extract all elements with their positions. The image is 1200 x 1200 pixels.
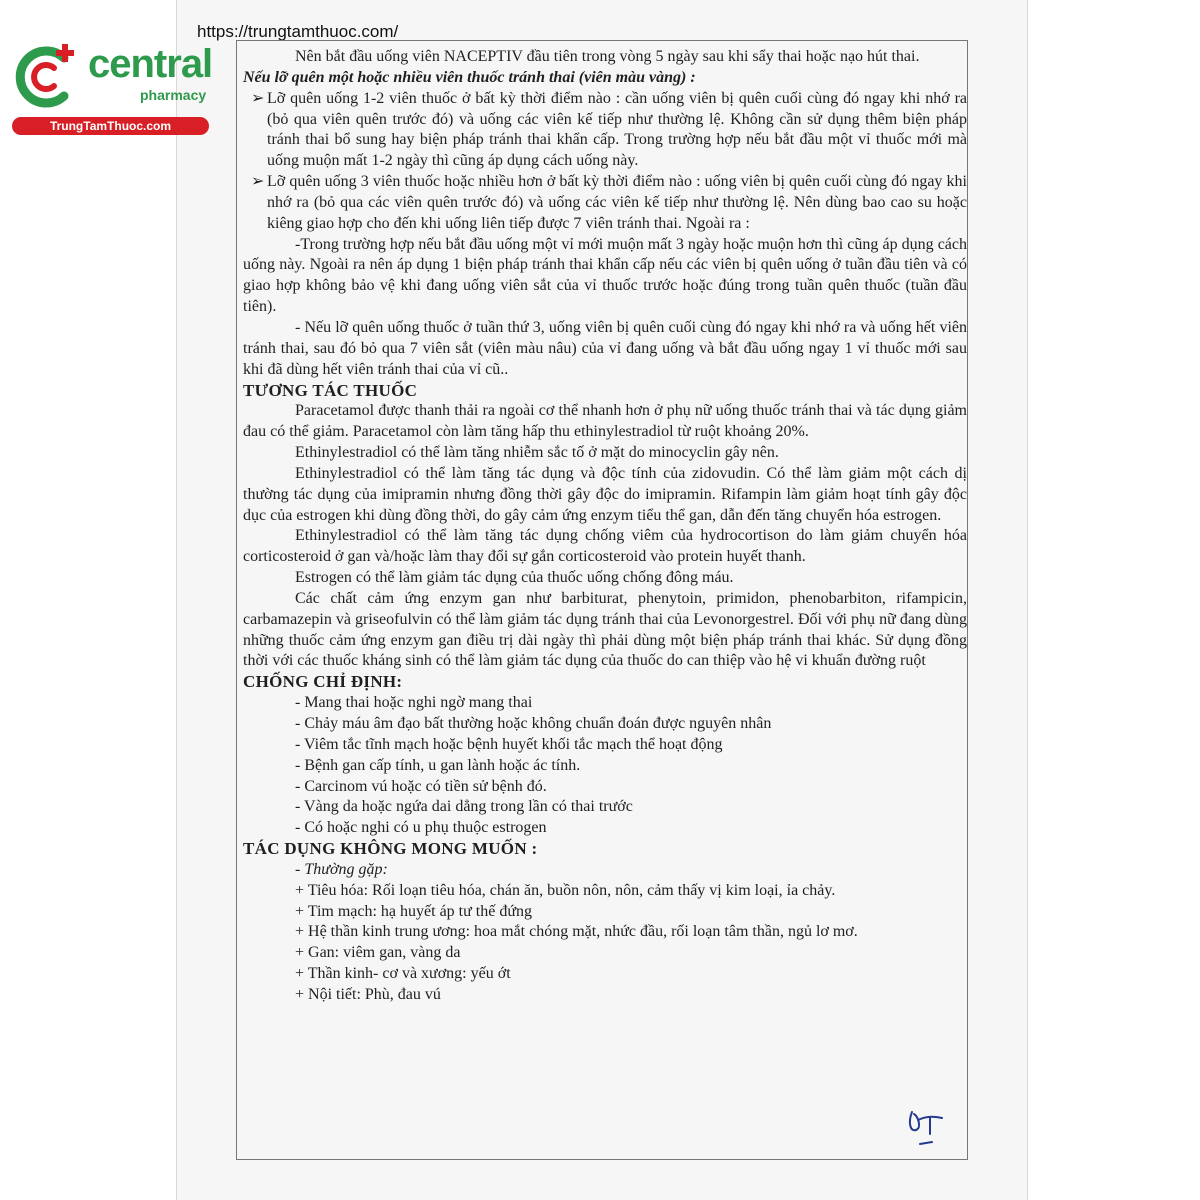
contraindication-item: - Bệnh gan cấp tính, u gan lành hoặc ác tính. — [295, 756, 581, 774]
adverse-subheading: - Thường gặp: — [295, 860, 388, 878]
contraindication-item: - Carcinom vú hoặc có tiền sử bệnh đó. — [295, 777, 547, 795]
interaction-paragraph: Ethinylestradiol có thể làm tăng nhiễm sắc tố ở mặt do minocyclin gây nên. — [295, 444, 779, 462]
interaction-paragraph: Ethinylestradiol có thể làm tăng tác dụng chống viêm của hydrocortison do làm giảm chuyển hóa corticosteroid ở gan và/hoặc làm thay đổi sự gắn corticosteroid vào protein huyết thanh. — [243, 527, 967, 566]
interaction-paragraph: Paracetamol được thanh thải ra ngoài cơ thể nhanh hơn ở phụ nữ uống thuốc tránh thai và tác dụng giảm đau có thể giảm. Paracetamol còn làm tăng hấp thu ethinylestradiol từ ruột khoảng 20%. — [243, 402, 967, 441]
adverse-item: + Gan: viêm gan, vàng da — [295, 944, 461, 962]
contraindication-item: - Có hoặc nghi có u phụ thuộc estrogen — [295, 819, 547, 837]
logo-subtitle: pharmacy — [140, 87, 207, 103]
adverse-item: + Nội tiết: Phù, đau vú — [295, 985, 441, 1003]
interactions-heading: TƯƠNG TÁC THUỐC — [243, 380, 418, 400]
arrow-bullet-icon: ➢ — [251, 89, 265, 107]
contraindication-item: - Viêm tắc tĩnh mạch hoặc bệnh huyết khối tắc mạch thể hoạt động — [295, 735, 723, 753]
missed-dose-heading: Nếu lỡ quên một hoặc nhiều viên thuốc tránh thai (viên màu vàng) : — [243, 68, 696, 86]
adverse-item: + Tiêu hóa: Rối loạn tiêu hóa, chán ăn, buồn nôn, nôn, cảm thấy vị kim loại, ỉa chảy. — [295, 881, 836, 899]
logo-wordmark: central — [88, 42, 213, 86]
contraindication-item: - Vàng da hoặc ngứa dai dẳng trong lần có thai trước — [295, 798, 633, 816]
missed-note: -Trong trường hợp nếu bắt đầu uống một vỉ mới muộn mất 3 ngày hoặc muộn hơn thì cũng áp dụng cách uống này. Ngoài ra nên áp dụng 1 biện pháp tránh thai khẩn cấp nếu các viên bị quên uống ở tuần đầu tiên và có giao hợp không bảo vệ khi đang uống viên sắt của vỉ thuốc trước hoặc đúng trong tuần quên thuốc (tuần đầu tiên). — [243, 235, 967, 316]
logo-c-icon — [10, 38, 90, 113]
interaction-paragraph: Ethinylestradiol có thể làm tăng tác dụng và độc tính của zidovudin. Có thể làm giảm một cách dị thường tác dụng của imipramin nhưng đồng thời gây độc do imipramin. Rifampin làm giảm hoạt tính gây độc dục của estrogen khi dùng đồng thời, do gây cảm ứng enzym tiểu thể gan, dẫn đến tăng chuyển hóa estrogen. — [243, 464, 967, 524]
adverse-item: + Hệ thần kinh trung ương: hoa mắt chóng mặt, nhức đầu, rối loạn tâm thần, ngủ lơ mơ. — [295, 923, 858, 941]
adverse-effects-heading: TÁC DỤNG KHÔNG MONG MUỐN : — [243, 839, 538, 859]
handwritten-signature — [900, 1100, 950, 1150]
missed-bullet: ➢ Lỡ quên uống 3 viên thuốc hoặc nhiều hơn ở bất kỳ thời điểm nào : uống viên bị quên cuối cùng đó ngay khi nhớ ra (bỏ qua các viên quên trước đó) và uống các viên kế tiếp như thường lệ. Nên dùng bao cao su hoặc kiêng giao hợp cho đến khi uống liên tiếp được 7 viên tránh thai. Ngoài ra : — [251, 173, 967, 232]
leaflet-content — [236, 40, 968, 1160]
interaction-paragraph: Các chất cảm ứng enzym gan như barbiturat, phenytoin, primidon, phenobarbiton, rifampicin, carbamazepin và griseofulvin có thể làm giảm tác dụng tránh thai của Levonorgestrel. Đối với phụ nữ đang dùng những thuốc cảm ứng enzym gan điều trị dài ngày thì phải dùng một biện pháp tránh thai khác. Sử dụng đồng thời với các thuốc kháng sinh có thể làm giảm tác dụng của thuốc do can thiệp vào hệ vi khuẩn đường ruột — [243, 589, 967, 670]
intro-paragraph: Nên bắt đầu uống viên NACEPTIV đầu tiên trong vòng 5 ngày sau khi sẩy thai hoặc nạo hút thai. — [295, 48, 920, 65]
interaction-paragraph: Estrogen có thể làm giảm tác dụng của thuốc uống chống đông máu. — [295, 569, 734, 587]
arrow-bullet-icon: ➢ — [251, 173, 265, 191]
website-url[interactable]: https://trungtamthuoc.com/ — [197, 22, 399, 41]
logo-badge[interactable]: TrungTamThuoc.com — [12, 117, 209, 135]
contraindications-heading: CHỐNG CHỈ ĐỊNH: — [243, 672, 403, 692]
missed-bullet: ➢ Lỡ quên uống 1-2 viên thuốc ở bất kỳ thời điểm nào : cần uống viên bị quên cuối cùng đó ngay khi nhớ ra (bỏ qua viên quên trước đó) và uống các viên kế tiếp như thường lệ. Không cần sử dụng thêm biện pháp tránh thai bổ sung hay biện pháp tránh thai khẩn cấp. Trong trường hợp nếu bắt đầu một vỉ thuốc mới mà uống muộn mất 1-2 ngày thì cũng áp dụng cách uống này. — [251, 89, 967, 170]
missed-note: - Nếu lỡ quên uống thuốc ở tuần thứ 3, uống viên bị quên cuối cùng đó ngay khi nhớ ra và uống hết viên tránh thai, sau đó bỏ qua 7 viên sắt (viên màu nâu) của vỉ đang uống và bắt đầu uống ngay 1 vỉ thuốc mới sau khi đã dùng hết viên tránh thai của vỉ cũ.. — [243, 318, 967, 378]
contraindication-item: - Mang thai hoặc nghi ngờ mang thai — [295, 694, 533, 712]
contraindication-item: - Chảy máu âm đạo bất thường hoặc không chuẩn đoán được nguyên nhân — [295, 715, 772, 732]
adverse-item: + Thần kinh- cơ và xương: yếu ớt — [295, 965, 511, 983]
adverse-item: + Tim mạch: hạ huyết áp tư thế đứng — [295, 902, 533, 920]
